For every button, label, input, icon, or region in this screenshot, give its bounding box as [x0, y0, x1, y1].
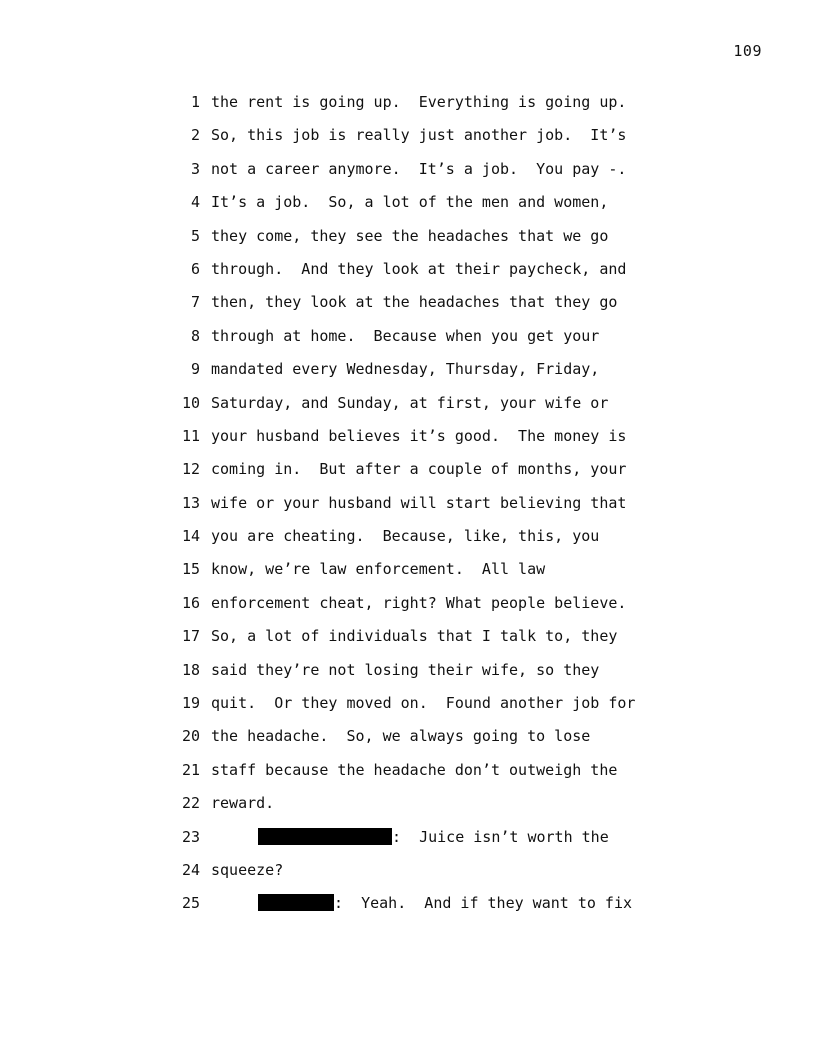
line-number: 18 — [181, 660, 200, 679]
line-number: 3 — [190, 159, 200, 178]
transcript-body — [170, 93, 690, 928]
line-text: mandated every Wednesday, Thursday, Friday, — [211, 360, 600, 379]
line-number: 13 — [181, 493, 200, 512]
transcript-line — [170, 427, 690, 460]
line-number: 25 — [181, 894, 200, 913]
redacted-speaker-name — [258, 828, 392, 845]
line-text: staff because the headache don’t outweigh the — [211, 760, 618, 779]
line-number: 9 — [190, 360, 200, 379]
line-text: you are cheating. Because, like, this, you — [211, 527, 600, 546]
line-number: 16 — [181, 593, 200, 612]
transcript-line — [170, 126, 690, 159]
transcript-line — [170, 460, 690, 493]
line-text: It’s a job. So, a lot of the men and women, — [211, 193, 609, 212]
line-number: 21 — [181, 760, 200, 779]
line-number: 5 — [190, 226, 200, 245]
transcript-line — [170, 694, 690, 727]
line-number: 17 — [181, 627, 200, 646]
transcript-line — [170, 293, 690, 326]
line-text: reward. — [211, 794, 275, 813]
line-number: 20 — [181, 727, 200, 746]
line-text: not a career anymore. It’s a job. You pay -. — [211, 159, 627, 178]
line-text: through. And they look at their paycheck, and — [211, 259, 627, 278]
transcript-line — [170, 761, 690, 794]
transcript-line — [170, 394, 690, 427]
transcript-line — [170, 861, 690, 894]
line-number: 22 — [181, 794, 200, 813]
line-number: 12 — [181, 460, 200, 479]
line-number: 7 — [190, 293, 200, 312]
transcript-line — [170, 93, 690, 126]
transcript-line — [170, 327, 690, 360]
line-text: enforcement cheat, right? What people believe. — [211, 593, 627, 612]
transcript-line — [170, 227, 690, 260]
transcript-line — [170, 727, 690, 760]
line-number: 8 — [190, 326, 200, 345]
line-text: then, they look at the headaches that they go — [211, 293, 618, 312]
line-number: 1 — [190, 93, 200, 111]
line-number: 23 — [181, 827, 200, 846]
line-text: through at home. Because when you get your — [211, 326, 600, 345]
line-text: So, a lot of individuals that I talk to, they — [211, 627, 618, 646]
line-text: they come, they see the headaches that we go — [211, 226, 609, 245]
page-number: 109 — [733, 42, 762, 60]
line-text: So, this job is really just another job. It’s — [211, 126, 627, 145]
line-number: 6 — [190, 259, 200, 278]
line-text: : Juice isn’t worth the — [392, 827, 609, 846]
transcript-line — [170, 594, 690, 627]
transcript-line — [170, 360, 690, 393]
transcript-line-speaker — [170, 894, 690, 927]
redacted-speaker-name — [258, 894, 334, 911]
line-text: : Yeah. And if they want to fix — [334, 894, 633, 913]
line-text: wife or your husband will start believing that — [211, 493, 627, 512]
line-text: the rent is going up. Everything is going up. — [211, 93, 627, 111]
line-text: quit. Or they moved on. Found another job for — [211, 694, 636, 713]
transcript-line — [170, 560, 690, 593]
transcript-line — [170, 260, 690, 293]
transcript-line — [170, 627, 690, 660]
transcript-line — [170, 661, 690, 694]
line-text: coming in. But after a couple of months, your — [211, 460, 627, 479]
line-text: Saturday, and Sunday, at first, your wife or — [211, 393, 609, 412]
transcript-line — [170, 160, 690, 193]
line-text: said they’re not losing their wife, so they — [211, 660, 600, 679]
line-text: your husband believes it’s good. The money is — [211, 426, 627, 445]
line-number: 24 — [181, 860, 200, 879]
transcript-line — [170, 494, 690, 527]
speaker-line-content — [211, 828, 609, 846]
line-number: 19 — [181, 694, 200, 713]
transcript-line — [170, 527, 690, 560]
transcript-line — [170, 794, 690, 827]
transcript-line — [170, 193, 690, 226]
line-number: 11 — [181, 426, 200, 445]
line-number: 2 — [190, 126, 200, 145]
line-text: know, we’re law enforcement. All law — [211, 560, 546, 579]
transcript-line-speaker — [170, 828, 690, 861]
line-number: 14 — [181, 527, 200, 546]
speaker-line-content — [211, 894, 632, 912]
line-text: the headache. So, we always going to lose — [211, 727, 591, 746]
line-number: 15 — [181, 560, 200, 579]
line-number: 4 — [190, 193, 200, 212]
line-number: 10 — [181, 393, 200, 412]
line-text: squeeze? — [211, 860, 284, 879]
